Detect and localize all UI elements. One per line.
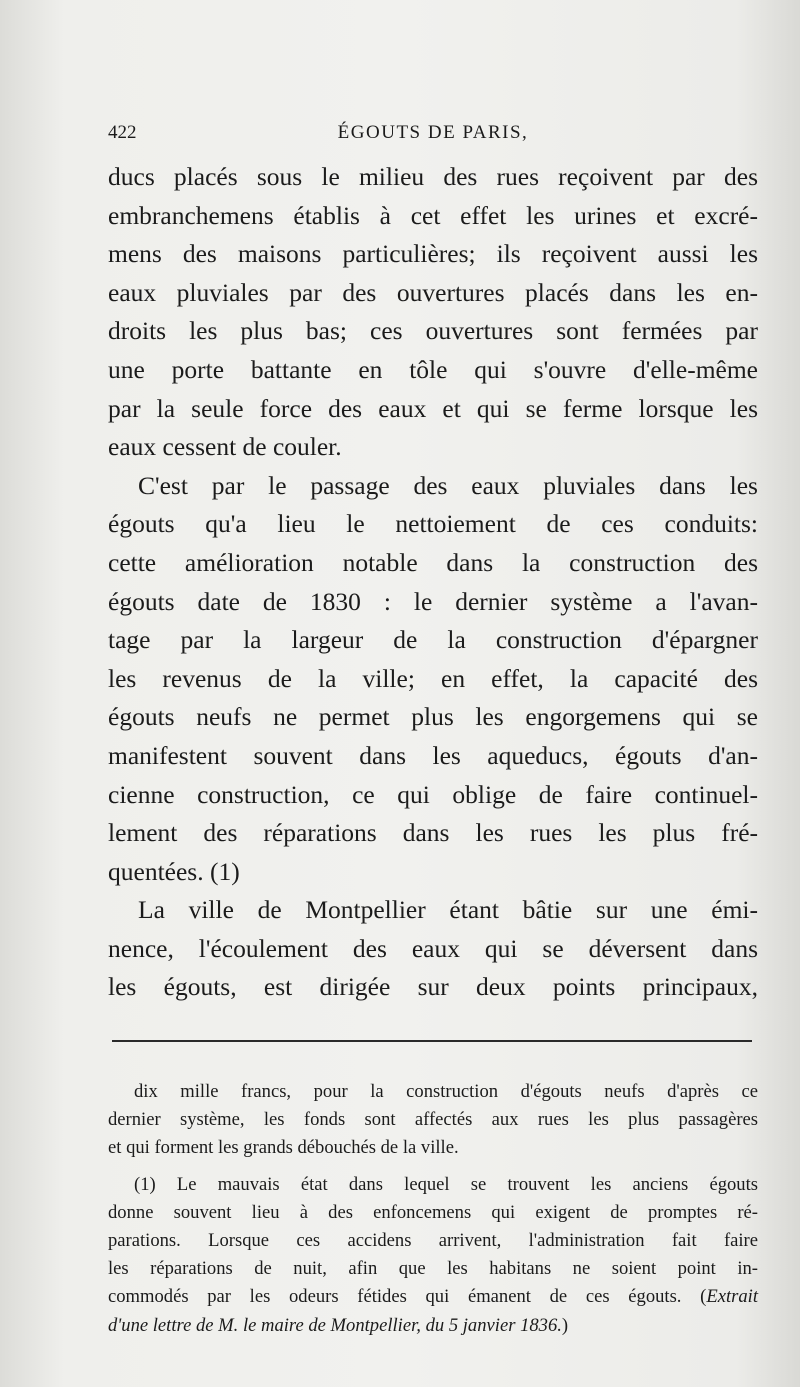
body-line: La ville de Montpellier étant bâtie sur une émi- (138, 895, 758, 925)
body-text (108, 158, 758, 1007)
body-line: mens des maisons particulières; ils reçoivent aussi les (108, 239, 758, 269)
body-line: ducs placés sous le milieu des rues reçoivent par des (108, 162, 758, 191)
running-title: ÉGOUTS DE PARIS, (337, 122, 529, 143)
page-number: 422 (108, 122, 137, 143)
footnote-line: et qui forment les grands débouchés de la ville. (108, 1137, 459, 1159)
body-line: les revenus de la ville; en effet, la capacité des (108, 663, 758, 693)
body-line: eaux cessent de couler. (108, 432, 342, 462)
body-line: une porte battante en tôle qui s'ouvre d'elle-même (108, 354, 758, 384)
body-line: égouts date de 1830 : le dernier système a l'avan- (108, 586, 758, 616)
body-line: cienne construction, ce qui oblige de faire continuel- (108, 779, 758, 809)
footnote-line: parations. Lorsque ces accidens arrivent, l'administration fait faire (108, 1229, 758, 1251)
body-line: les égouts, est dirigée sur deux points principaux, (108, 972, 758, 1002)
body-line: cette amélioration notable dans la construction des (108, 547, 758, 577)
footnote-line: donne souvent lieu à des enfoncemens qui exigent de promptes ré- (108, 1201, 758, 1223)
body-line: tage par la largeur de la construction d'épargner (108, 625, 758, 655)
body-line: nence, l'écoulement des eaux qui se déversent dans (108, 933, 758, 963)
body-line: eaux pluviales par des ouvertures placés dans les en- (108, 277, 758, 307)
footnote-line: les réparations de nuit, afin que les habitans ne soient point in- (108, 1258, 758, 1280)
footnote-line: commodés par les odeurs fétides qui émanent de ces égouts. (Extrait (108, 1286, 758, 1308)
body-line: égouts neufs ne permet plus les engorgemens qui se (108, 702, 758, 732)
body-line: droits les plus bas; ces ouvertures sont fermées par (108, 316, 758, 346)
body-line: lement des réparations dans les rues les plus fré- (108, 818, 758, 848)
page-header (108, 122, 758, 152)
body-line: embranchemens établis à cet effet les urines et excré- (108, 200, 758, 230)
footnote-line: d'une lettre de M. le maire de Montpellier, du 5 janvier 1836.) (108, 1314, 569, 1336)
body-line: manifestent souvent dans les aqueducs, égouts d'an- (108, 740, 758, 770)
footnote-line: dix mille francs, pour la construction d'égouts neufs d'après ce (134, 1081, 758, 1102)
body-line: quentées. (1) (108, 856, 240, 886)
body-line: égouts qu'a lieu le nettoiement de ces conduits: (108, 509, 758, 539)
footnote-text: commodés par les odeurs fétides qui émanent de ces égouts. (108, 1286, 682, 1308)
body-line: C'est par le passage des eaux pluviales dans les (138, 470, 758, 500)
footnotes (108, 1078, 758, 1340)
footnote-source-label: Extrait (706, 1286, 758, 1308)
footnote-line: dernier système, les fonds sont affectés aux rues les plus passagères (108, 1109, 758, 1131)
footnote-divider (112, 1040, 752, 1042)
footnote-line: (1) Le mauvais état dans lequel se trouvent les anciens égouts (134, 1173, 758, 1195)
footnote-source: d'une lettre de M. le maire de Montpellier, du 5 janvier 1836. (108, 1314, 562, 1336)
body-line: par la seule force des eaux et qui se ferme lorsque les (108, 393, 758, 423)
